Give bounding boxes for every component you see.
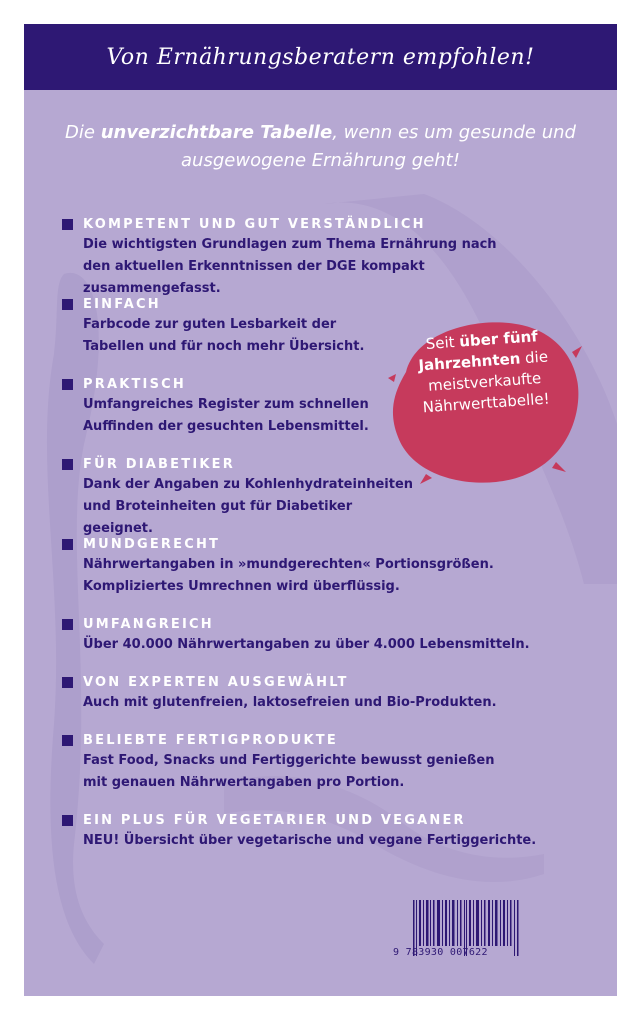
bullet-square-icon (62, 815, 73, 826)
feature-description: Dank der Angaben zu Kohlenhydrateinheiten und Broteinheiten gut für Diabetiker geeignet. (83, 477, 414, 536)
badge-text (391, 324, 576, 420)
bullet-square-icon (62, 539, 73, 550)
feature-item (62, 730, 532, 810)
feature-description: Nährwertangaben in »mundgerechten« Portionsgrößen. Kompliziertes Umrechnen wird überflüssig. (83, 557, 494, 594)
badge-post: die meistverkaufte Nährwerttabelle! (422, 347, 551, 417)
feature-description: Umfangreiches Register zum schnellen Auffinden der gesuchten Lebensmittel. (83, 397, 369, 434)
feature-description: Fast Food, Snacks und Fertiggerichte bewusst genießen mit genauen Nährwertangaben pro Portion. (83, 753, 495, 790)
feature-title: MUNDGERECHT (83, 536, 221, 552)
feature-title: BELIEBTE FERTIGPRODUKTE (83, 732, 338, 748)
intro-bold: unverzichtbare Tabelle (100, 122, 333, 143)
intro-text (44, 119, 597, 175)
intro-post: , wenn es um gesunde und ausgewogene Ernährung geht! (181, 122, 576, 171)
badge-bold: über fünf Jahrzehnten (417, 327, 539, 375)
feature-item (62, 534, 532, 614)
feature-title: PRAKTISCH (83, 376, 186, 392)
banner (24, 24, 617, 90)
bullet-square-icon (62, 735, 73, 746)
feature-description: Über 40.000 Nährwertangaben zu über 4.000 Lebensmitteln. (83, 637, 530, 652)
feature-item (62, 810, 537, 890)
bullet-square-icon (62, 619, 73, 630)
bullet-square-icon (62, 459, 73, 470)
bullet-square-icon (62, 379, 73, 390)
badge-pre: Seit (425, 332, 460, 353)
feature-title: FÜR DIABETIKER (83, 456, 235, 472)
feature-title: EINFACH (83, 296, 161, 312)
bullet-square-icon (62, 219, 73, 230)
feature-item (62, 614, 532, 672)
book-back-cover (24, 24, 617, 996)
feature-title: EIN PLUS FÜR VEGETARIER UND VEGANER (83, 812, 466, 828)
banner-text: Von Ernährungsberatern empfohlen! (106, 44, 535, 70)
bullet-square-icon (62, 677, 73, 688)
feature-title: KOMPETENT UND GUT VERSTÄNDLICH (83, 216, 426, 232)
feature-title: VON EXPERTEN AUSGEWÄHLT (83, 674, 349, 690)
feature-description: Die wichtigsten Grundlagen zum Thema Ernährung nach den aktuellen Erkenntnissen der DGE kompakt zusammengefasst. (83, 237, 497, 296)
feature-description: NEU! Übersicht über vegetarische und vegane Fertiggerichte. (83, 833, 537, 848)
intro-pre: Die (65, 122, 101, 143)
isbn-number: 9 783930 007622 (393, 947, 488, 958)
feature-item (62, 672, 532, 730)
feature-title: UMFANGREICH (83, 616, 214, 632)
feature-description: Farbcode zur guten Lesbarkeit der Tabellen und für noch mehr Übersicht. (83, 317, 365, 354)
feature-description: Auch mit glutenfreien, laktosefreien und Bio-Produkten. (83, 695, 497, 710)
feature-item (62, 214, 532, 294)
bullet-square-icon (62, 299, 73, 310)
